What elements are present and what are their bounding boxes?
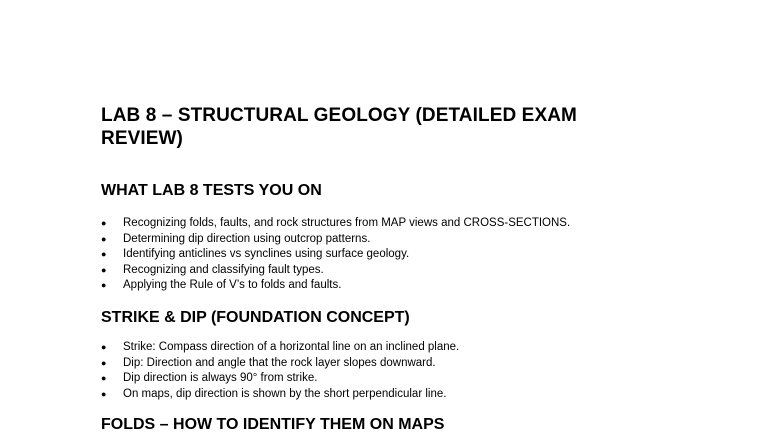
bullet-list-tests xyxy=(101,216,570,294)
list-item: ● Dip direction is always 90° from strike. xyxy=(101,371,459,387)
list-item: ● Strike: Compass direction of a horizontal line on an inclined plane. xyxy=(101,340,459,356)
bullet-icon: ● xyxy=(101,388,107,399)
list-item: ● On maps, dip direction is shown by the short perpendicular line. xyxy=(101,387,459,403)
bullet-icon: ● xyxy=(101,233,107,244)
section-heading-tests: WHAT LAB 8 TESTS YOU ON xyxy=(101,182,322,199)
list-item: ● Dip: Direction and angle that the rock layer slopes downward. xyxy=(101,356,459,372)
bullet-list-strike-dip xyxy=(101,340,459,402)
list-item: ● Determining dip direction using outcrop patterns. xyxy=(101,232,570,248)
bullet-icon: ● xyxy=(101,342,107,352)
bullet-icon: ● xyxy=(101,373,107,384)
document-title: LAB 8 – STRUCTURAL GEOLOGY (DETAILED EXAM REVIEW) xyxy=(101,105,577,149)
bullet-icon: ● xyxy=(101,218,107,228)
list-item: ● Recognizing folds, faults, and rock structures from MAP views and CROSS-SECTIONS. xyxy=(101,216,570,232)
bullet-icon: ● xyxy=(101,280,107,291)
bullet-icon: ● xyxy=(101,249,107,260)
bullet-icon: ● xyxy=(101,357,107,368)
section-heading-strike-dip: STRIKE & DIP (FOUNDATION CONCEPT) xyxy=(101,309,410,326)
bullet-icon: ● xyxy=(101,264,107,275)
list-item: ● Applying the Rule of V’s to folds and faults. xyxy=(101,278,570,294)
list-item: ● Identifying anticlines vs synclines using surface geology. xyxy=(101,247,570,263)
list-item: ● Recognizing and classifying fault types. xyxy=(101,263,570,279)
section-heading-folds: FOLDS – HOW TO IDENTIFY THEM ON MAPS xyxy=(101,416,445,433)
